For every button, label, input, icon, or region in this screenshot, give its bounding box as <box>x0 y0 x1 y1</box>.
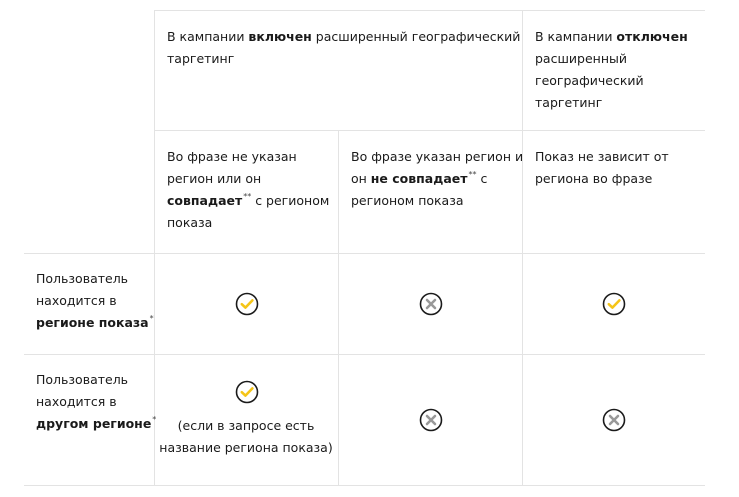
header-enabled <box>167 26 520 70</box>
sub1-line2: регион или он <box>167 171 262 186</box>
sub1-footnote-mark: ** <box>243 191 252 201</box>
subheader-no-dependency <box>535 146 669 190</box>
check-icon <box>235 380 259 404</box>
sub2-keyword: не совпадает <box>370 171 468 186</box>
header-disabled-prefix: В кампании <box>535 29 617 44</box>
header-divider <box>154 130 705 131</box>
sub1-line3-suffix: с регионом <box>251 193 330 208</box>
sub2-line1: Во фразе указан регион и <box>351 149 524 164</box>
col3-left-border <box>522 10 523 486</box>
header-disabled-line3: географический <box>535 73 644 88</box>
header-disabled-line2: расширенный <box>535 51 627 66</box>
row1-line2: находится в <box>36 293 117 308</box>
row1-top-border <box>24 253 705 254</box>
row2-line2: находится в <box>36 394 117 409</box>
sub2-footnote-mark: ** <box>468 169 477 179</box>
cross-icon <box>419 408 443 432</box>
sub1-keyword: совпадает <box>167 193 243 208</box>
row-label-in-region <box>36 268 154 334</box>
check-icon <box>235 292 259 316</box>
sub2-line3: регионом показа <box>351 193 464 208</box>
subheader-region-matches <box>167 146 329 234</box>
header-disabled-line4: таргетинг <box>535 95 603 110</box>
table-top-border <box>154 10 705 11</box>
subheader-region-mismatch <box>351 146 523 212</box>
row-label-other-region <box>36 369 156 435</box>
sub2-line2-prefix: он <box>351 171 371 186</box>
col2-left-border <box>338 130 339 486</box>
row2-footnote-mark: * <box>152 414 157 424</box>
header-enabled-suffix: расширенный географический <box>311 29 521 44</box>
cross-icon <box>419 292 443 316</box>
row2-top-border <box>24 354 705 355</box>
row2-col1-note <box>154 415 338 459</box>
header-disabled <box>535 26 688 114</box>
header-disabled-keyword: отключен <box>616 29 688 44</box>
row2-line1: Пользователь <box>36 372 129 387</box>
row2-keyword: другом регионе <box>36 416 152 431</box>
table-bottom-border <box>24 485 705 486</box>
sub1-line1: Во фразе не указан <box>167 149 297 164</box>
sub3-line1: Показ не зависит от <box>535 149 669 164</box>
header-enabled-keyword: включен <box>248 29 312 44</box>
note-line2: название региона показа) <box>159 440 333 455</box>
row1-line1: Пользователь <box>36 271 129 286</box>
sub2-line2-suffix: с <box>476 171 488 186</box>
sub3-line2: региона во фразе <box>535 171 653 186</box>
note-line1: (если в запросе есть <box>177 418 315 433</box>
sub1-line4: показа <box>167 215 213 230</box>
row1-keyword: регионе показа <box>36 315 149 330</box>
cross-icon <box>602 408 626 432</box>
header-enabled-line2: таргетинг <box>167 51 235 66</box>
row1-footnote-mark: * <box>149 313 154 323</box>
check-icon <box>602 292 626 316</box>
header-enabled-prefix: В кампании <box>167 29 249 44</box>
